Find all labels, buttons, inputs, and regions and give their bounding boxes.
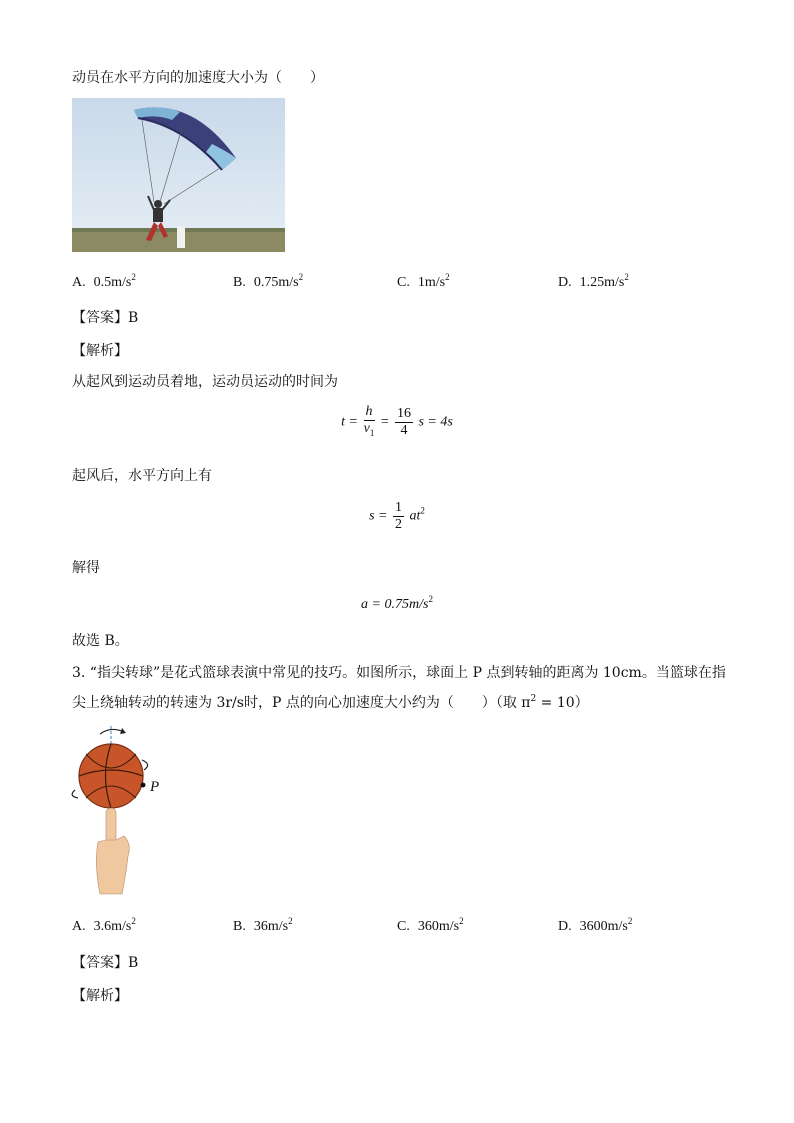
spinning-basketball-illustration — [70, 724, 170, 896]
analysis-text: 起风后，水平方向上有 — [72, 468, 212, 484]
option-d[interactable]: D. $1.25m/s^2$ — [558, 272, 629, 290]
question-3-stem: 3. “指尖转球”是花式篮球表演中常见的技巧。如图所示，球面上 P 点到转轴的距离为 10cm。当篮球在指 — [72, 665, 726, 681]
option-d[interactable]: D. $3600m/s^2$ — [558, 916, 633, 934]
question-3-stem-line2: 尖上绕轴转动的转速为 3r/s时，P 点的向心加速度大小约为（ ）（取 $\pi^2 = 10$） — [72, 694, 589, 711]
conclusion: 故选 B。 — [72, 633, 129, 649]
fraction: $\frac{16}{4}$ — [396, 405, 411, 438]
parachutist-illustration — [72, 98, 285, 252]
fraction: $\frac{1}{2}$ — [395, 500, 402, 532]
option-c[interactable]: C. $360m/s^2$ — [397, 916, 464, 934]
answer: 【答案】B — [72, 955, 139, 971]
parachute-photo — [72, 98, 285, 252]
analysis-heading: 【解析】 — [72, 343, 128, 359]
analysis-text: 解得 — [72, 560, 100, 576]
equation-time: t = $\frac{h}{v_1}$ = $\frac{16}{4}$ s = 4s — [0, 404, 794, 441]
option-a[interactable]: A. $3.6m/s^2$ — [72, 916, 136, 934]
option-c[interactable]: C. $1m/s^2$ — [397, 272, 450, 290]
question-stem-tail: 动员在水平方向的加速度大小为（ ） — [72, 70, 324, 86]
answer: 【答案】B — [72, 310, 139, 326]
analysis-heading: 【解析】 — [72, 988, 128, 1004]
equation-result: $a = 0.75m/s^2$ — [361, 594, 433, 612]
analysis-text: 从起风到运动员着地，运动员运动的时间为 — [72, 374, 338, 390]
option-b[interactable]: B. $36m/s^2$ — [233, 916, 293, 934]
option-b[interactable]: B. $0.75m/s^2$ — [233, 272, 304, 290]
fraction: $\frac{h}{v_1}$ — [363, 404, 375, 438]
option-a[interactable]: A. $0.5m/s^2$ — [72, 272, 136, 290]
equation-displacement: s = $\frac{1}{2}$ $at^2$ — [369, 500, 425, 532]
point-p-label: P — [150, 779, 160, 795]
basketball-figure — [70, 724, 170, 896]
